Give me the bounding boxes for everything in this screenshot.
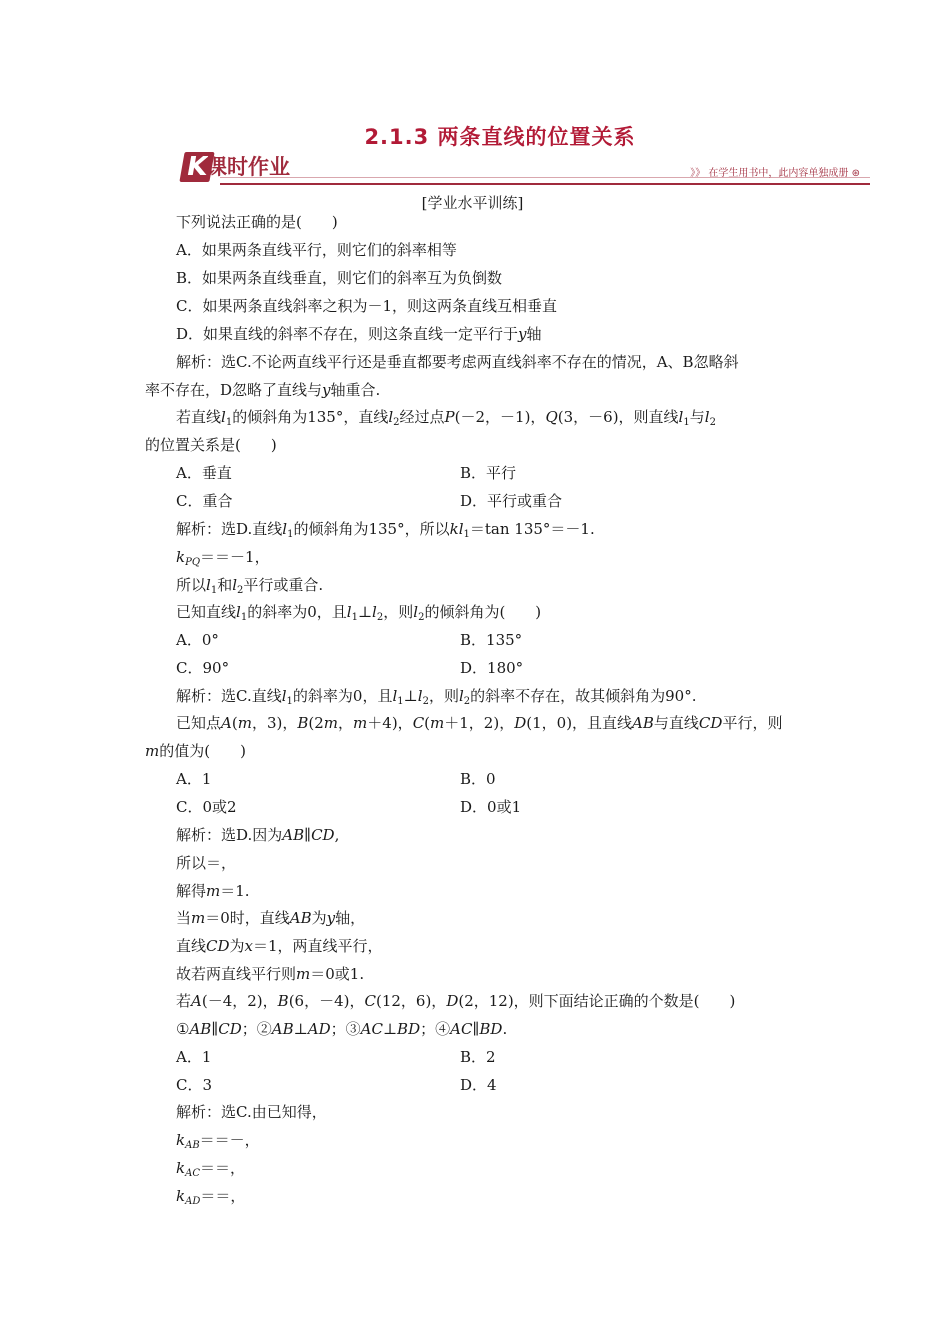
q1-option-a: A．如果两条直线平行，则它们的斜率相等 (176, 241, 457, 259)
q2-option-c: C．重合 (176, 492, 233, 510)
banner-label: 课时作业 (206, 155, 290, 179)
q2-option-b: B．平行 (460, 464, 517, 482)
q1-option-b: B．如果两条直线垂直，则它们的斜率互为负倒数 (176, 269, 503, 287)
q4-answer-line6: 故若两直线平行则m＝0或1. (176, 965, 365, 983)
q2-option-d: D．平行或重合 (460, 492, 563, 510)
q2-stem-line2: 的位置关系是( ) (145, 436, 277, 454)
q5-option-c: C．3 (176, 1076, 213, 1094)
q4-answer-line1: 解析：选D.因为AB∥CD, (176, 826, 340, 844)
q1-answer-line1: 解析：选C.不论两直线平行还是垂直都要考虑两直线斜率不存在的情况，A、B忽略斜 (176, 353, 739, 371)
q4-answer-line5: 直线CD为x＝1，两直线平行， (176, 937, 383, 955)
q4-option-c: C．0或2 (176, 798, 237, 816)
homework-banner (180, 150, 870, 186)
q2-answer-line2: $k_{PQ}==-1$， (176, 548, 270, 568)
q3-option-b: B．135° (460, 631, 523, 649)
q1-answer-line2: 率不存在，D忽略了直线与y轴重合. (145, 381, 381, 399)
q5-stem: 若A(－4，2)，B(6，－4)，C(12，6)，D(2，12)，则下面结论正确的个数是( ) (176, 992, 736, 1010)
q4-option-a: A．1 (176, 770, 212, 788)
q2-answer-line1: 解析：选D.直线$l_1$的倾斜角为135°，所以$kl_1=\tan$ 135°＝－1. (176, 520, 595, 540)
q4-stem-line2: m的值为( ) (145, 742, 246, 760)
q3-answer: 解析：选C.直线$l_1$的斜率为0，且$l_1\perp l_2$，则$l_2$的斜率不存在，故其倾斜角为90°. (176, 687, 697, 707)
q5-option-b: B．2 (460, 1048, 496, 1066)
banner-note: 》》 在学生用书中，此内容单独成册 ⊛ (690, 168, 860, 179)
q4-answer-line2: 所以＝， (176, 854, 237, 872)
q4-stem-line1: 已知点A(m，3)，B(2m，m＋4)，C(m＋1，2)，D(1，0)，且直线AB与直线CD平行，则 (176, 714, 783, 732)
page-title: 2.1.3 两条直线的位置关系 (364, 125, 636, 149)
section-heading: [学业水平训练] (421, 194, 524, 212)
q4-option-b: B．0 (460, 770, 496, 788)
banner-divider (220, 183, 870, 185)
q1-option-d: D．如果直线的斜率不存在，则这条直线一定平行于y轴 (176, 325, 542, 343)
q2-option-a: A．垂直 (176, 464, 232, 482)
q2-stem-line1: 若直线$l_1$的倾斜角为135°，直线$l_2$经过点P(－2，－1)，Q(3，－6)，则直线$l_1$与$l_2$ (176, 408, 716, 428)
q5-conclusions: ①AB∥CD；②AB⊥AD；③AC⊥BD；④AC∥BD. (176, 1020, 508, 1038)
q5-answer-kab: $k_{AB}==-$， (176, 1131, 260, 1151)
q3-stem: 已知直线$l_1$的斜率为0，且$l_1\perp l_2$，则$l_2$的倾斜角为( ) (176, 603, 542, 623)
q4-answer-line3: 解得m＝1. (176, 882, 250, 900)
q5-option-a: A．1 (176, 1048, 212, 1066)
k-logo-icon: K (179, 152, 214, 182)
q3-option-d: D．180° (460, 659, 524, 677)
q4-option-d: D．0或1 (460, 798, 522, 816)
q5-answer-kac: $k_{AC}==$， (176, 1159, 245, 1179)
q3-option-c: C．90° (176, 659, 230, 677)
q3-option-a: A．0° (176, 631, 219, 649)
q1-option-c: C．如果两条直线斜率之积为－1，则这两条直线互相垂直 (176, 297, 558, 315)
q1-stem: 下列说法正确的是( ) (176, 213, 338, 231)
q2-answer-line3: 所以$l_1$和$l_2$平行或重合. (176, 576, 324, 596)
q5-answer-kad: $k_{AD}==$， (176, 1187, 246, 1207)
q5-answer-line1: 解析：选C.由已知得， (176, 1103, 327, 1121)
q5-option-d: D．4 (460, 1076, 497, 1094)
q4-answer-line4: 当m＝0时，直线AB为y轴， (176, 909, 366, 927)
